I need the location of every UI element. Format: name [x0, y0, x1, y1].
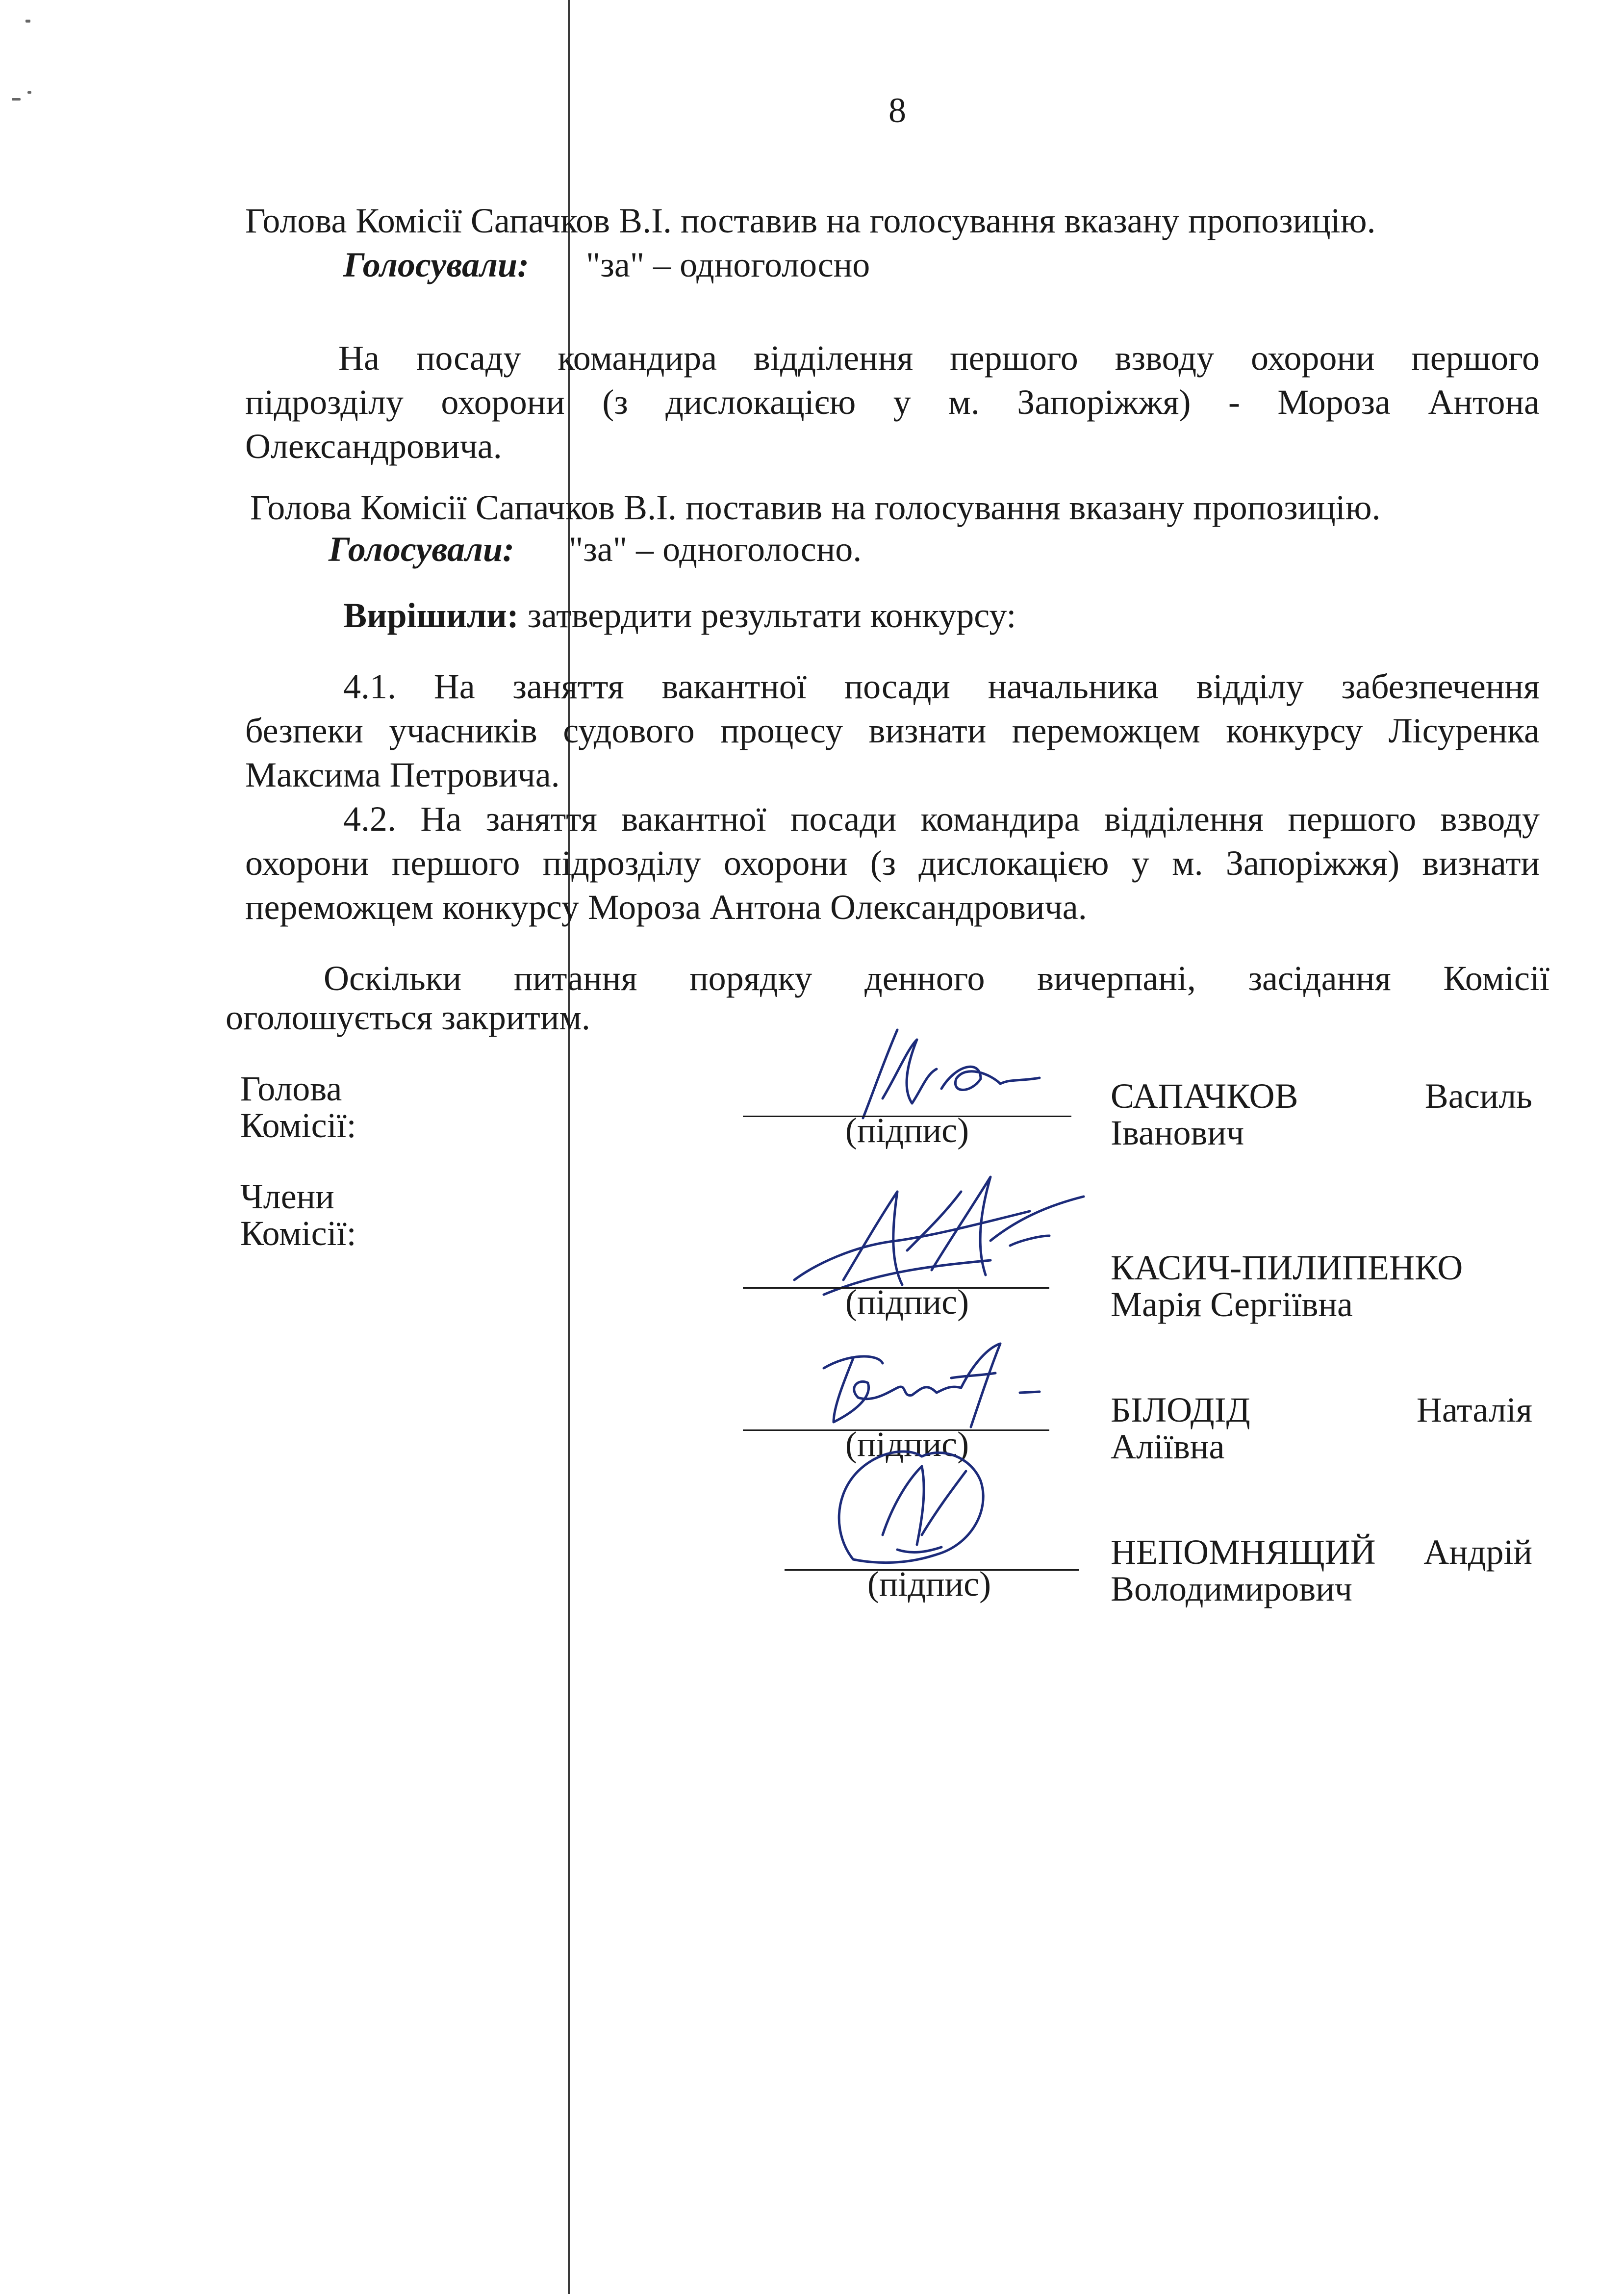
signature-caption-3: (підпис) — [845, 1425, 969, 1464]
item-4-2-line-3: переможцем конкурсу Мороза Антона Олександровича. — [245, 888, 1087, 927]
handwritten-signature-3 — [804, 1339, 1059, 1432]
item-4-2-line-1: 4.2. На заняття вакантної посади командира відділення першого взводу — [343, 799, 1540, 839]
members-role-label-1: Члени — [240, 1177, 334, 1216]
signer-name-4 — [1111, 1532, 1532, 1572]
signer-surname-3: БІЛОДІД — [1111, 1390, 1250, 1429]
decision-line — [343, 593, 1016, 637]
item-4-1-line-1: 4.1. На заняття вакантної посади начальника відділу забезпечення — [343, 667, 1540, 706]
voted-value-2: "за" – одноголосно. — [569, 530, 862, 569]
signer-first-name-4: Андрій — [1423, 1532, 1532, 1572]
appointment-line-1: На посаду командира відділення першого взводу охорони першого — [338, 338, 1540, 378]
handwritten-signature-1 — [843, 1020, 1049, 1123]
signature-caption-4: (підпис) — [867, 1564, 991, 1604]
signer-name-2 — [1111, 1248, 1532, 1287]
signer-name-3 — [1111, 1390, 1532, 1429]
signature-caption-1: (підпис) — [845, 1111, 969, 1150]
signer-surname-1: САПАЧКОВ — [1111, 1076, 1298, 1116]
chair-role-label-2: Комісії: — [240, 1106, 356, 1145]
scan-speck — [12, 98, 21, 101]
signer-surname-4: НЕПОМНЯЩИЙ — [1111, 1532, 1376, 1572]
signer-patronymic-1: Іванович — [1111, 1113, 1244, 1152]
signer-patronymic-4: Володимирович — [1111, 1569, 1352, 1608]
signer-first-name-3: Наталія — [1416, 1390, 1532, 1429]
signer-name-1 — [1111, 1076, 1532, 1116]
signer-first-name-1: Василь — [1424, 1076, 1532, 1116]
chair-role-label-1: Голова — [240, 1069, 342, 1108]
chair-vote-sentence-1: Голова Комісії Сапачков В.І. поставив на голосування вказану пропозицію. — [245, 201, 1376, 240]
closing-line-1: Оскільки питання порядку денного вичерпані, засідання Комісії — [324, 959, 1549, 998]
item-4-1-line-2: безпеки учасників судового процесу визнати переможцем конкурсу Лісуренка — [245, 711, 1540, 750]
signer-patronymic-2: Марія Сергіївна — [1111, 1285, 1353, 1324]
appointment-line-2: підрозділу охорони (з дислокацією у м. Запоріжжя) - Мороза Антона — [245, 382, 1540, 422]
signature-caption-2: (підпис) — [845, 1282, 969, 1322]
page-number: 8 — [888, 91, 906, 130]
chair-vote-sentence-2: Голова Комісії Сапачков В.І. поставив на голосування вказану пропозицію. — [250, 488, 1381, 527]
signer-surname-2: КАСИЧ-ПИЛИПЕНКО — [1111, 1248, 1463, 1287]
item-4-2-line-2: охорони першого підрозділу охорони (з дислокацією у м. Запоріжжя) визнати — [245, 843, 1540, 883]
appointment-line-3: Олександровича. — [245, 427, 502, 466]
voted-label-1: Голосували: — [343, 245, 529, 284]
item-4-1-line-3: Максима Петровича. — [245, 755, 560, 794]
scan-speck — [25, 20, 30, 23]
scan-speck — [27, 91, 31, 94]
closing-line-2: оголошується закритим. — [226, 998, 590, 1037]
voted-value-1: "за" – одноголосно — [586, 245, 870, 284]
members-role-label-2: Комісії: — [240, 1214, 356, 1253]
decision-label: Вирішили: — [343, 596, 519, 635]
signer-patronymic-3: Аліївна — [1111, 1427, 1225, 1466]
voted-label-2: Голосували: — [329, 530, 514, 569]
decision-text: затвердити результати конкурсу: — [518, 596, 1016, 635]
